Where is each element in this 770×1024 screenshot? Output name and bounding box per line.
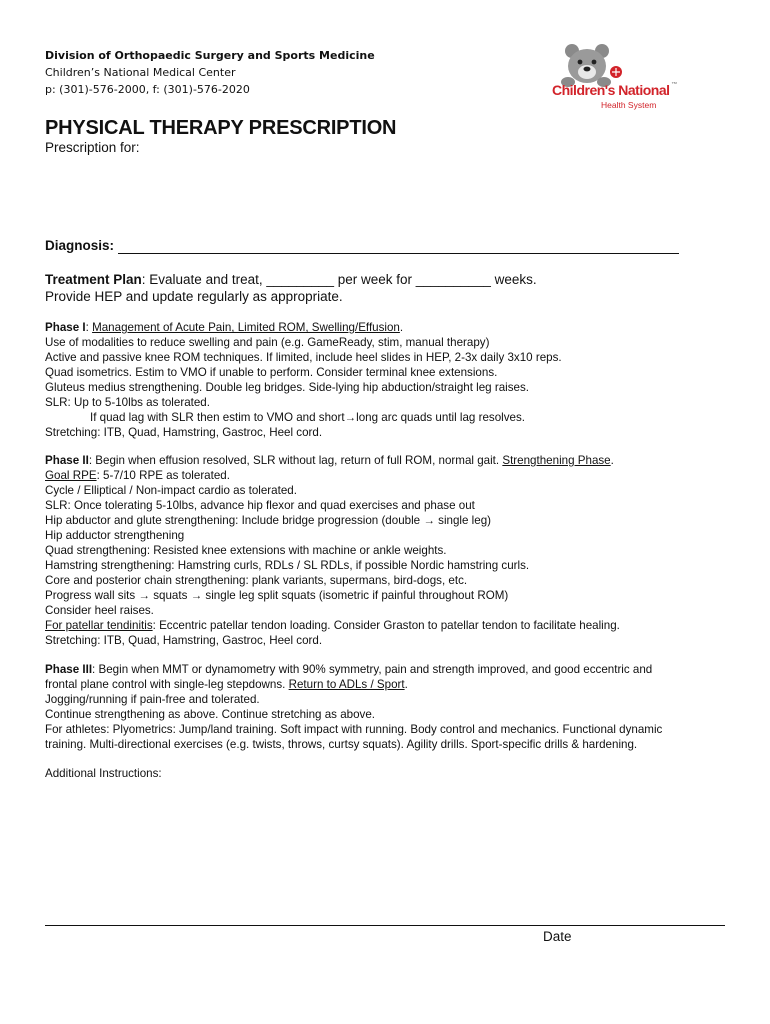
frequency-blank[interactable]: _________	[266, 272, 334, 287]
treatment-plan	[45, 271, 537, 305]
phase-2-line: Stretching: ITB, Quad, Hamstring, Gastroc, Heel cord.	[45, 634, 323, 647]
phase-3-line-2-end: .	[404, 678, 408, 691]
diagnosis-field-line[interactable]	[118, 253, 679, 254]
treatment-plan-label: Treatment Plan	[45, 272, 142, 287]
goal-rpe-text: : 5-7/10 RPE as tolerated.	[96, 469, 230, 482]
phase-2-line: SLR: Once tolerating 5-10lbs, advance hip flexor and quad exercises and phase out	[45, 499, 475, 512]
goal-rpe-label: Goal RPE	[45, 469, 97, 482]
phase-2-line: Quad strengthening: Resisted knee extensions with machine or ankle weights.	[45, 544, 447, 557]
additional-instructions-label: Additional Instructions:	[45, 767, 162, 780]
phase-2-intro: : Begin when effusion resolved, SLR without lag, return of full ROM, normal gait.	[88, 454, 503, 467]
prescription-for-label: Prescription for:	[45, 140, 140, 155]
phase-3-line: training. Multi-directional exercises (e.g. twists, throws, curtsy squats). Agility drills. Sport-specific drills & hardening.	[45, 738, 638, 751]
phase-1-heading: Management of Acute Pain, Limited ROM, Swelling/Effusion	[92, 321, 400, 334]
phase-1-line: Use of modalities to reduce swelling and pain (e.g. GameReady, stim, manual therapy)	[45, 336, 490, 349]
childrens-national-logo	[550, 42, 680, 114]
patellar-tendinitis-text: : Eccentric patellar tendon loading. Consider Graston to patellar tendon to facilitate healing.	[152, 619, 620, 632]
phase-3-line: For athletes: Plyometrics: Jump/land training. Soft impact with running. Body control and mechanics. Functional dynamic	[45, 723, 663, 736]
phase-3-label: Phase III	[45, 663, 93, 676]
logo-trademark: ™	[671, 82, 678, 88]
phase-3-line: Jogging/running if pain-free and tolerated.	[45, 693, 260, 706]
phase-1-label: Phase I	[45, 321, 86, 334]
phase-1-indented-line: If quad lag with SLR then estim to VMO and short→long arc quads until lag resolves.	[90, 411, 525, 424]
patellar-tendinitis-label: For patellar tendinitis	[45, 619, 153, 632]
phase-2-line: Progress wall sits → squats → single leg split squats (isometric if painful throughout ROM)	[45, 589, 509, 602]
phase-2-name: Strengthening Phase	[502, 454, 611, 467]
department-name: Division of Orthopaedic Surgery and Sports Medicine	[45, 49, 375, 62]
phase-1-line: Quad isometrics. Estim to VMO if unable to perform. Consider terminal knee extensions.	[45, 366, 498, 379]
phase-1-line: SLR: Up to 5-10lbs as tolerated.	[45, 396, 210, 409]
phase-2-line: Core and posterior chain strengthening: plank variants, supermans, bird-dogs, etc.	[45, 574, 468, 587]
phase-3-intro: : Begin when MMT or dynamometry with 90% symmetry, pain and strength improved, and good eccentric and	[92, 663, 653, 676]
phase-2-line: Hip abductor and glute strengthening: Include bridge progression (double → single leg)	[45, 514, 491, 527]
phase-1-line: Active and passive knee ROM techniques. If limited, include heel slides in HEP, 2-3x daily 3x10 reps.	[45, 351, 562, 364]
phase-2-line: Hip adductor strengthening	[45, 529, 185, 542]
diagnosis-label: Diagnosis:	[45, 238, 115, 253]
treatment-text-b: per week for	[333, 272, 416, 287]
return-to-sport: Return to ADLs / Sport	[288, 678, 405, 691]
phase-1-line: Stretching: ITB, Quad, Hamstring, Gastroc, Heel cord.	[45, 426, 323, 439]
phase-1-section	[45, 320, 562, 440]
duration-blank[interactable]: __________	[415, 272, 491, 287]
phase-2-line: Hamstring strengthening: Hamstring curls, RDLs / SL RDLs, if possible Nordic hamstring curls.	[45, 559, 530, 572]
phase-2-line: Cycle / Elliptical / Non-impact cardio as tolerated.	[45, 484, 297, 497]
phase-2-label: Phase II	[45, 454, 89, 467]
organization-name: Children’s National Medical Center	[45, 66, 236, 79]
logo-tagline: Health System	[601, 100, 657, 110]
phase-3-line-2: frontal plane control with single-leg stepdowns.	[45, 678, 289, 691]
logo-wordmark: Children's National	[552, 82, 670, 98]
phase-2-end: .	[610, 454, 614, 467]
phase-2-section	[45, 453, 620, 648]
date-label: Date	[543, 929, 572, 944]
phase-1-end: .	[399, 321, 404, 334]
contact-numbers: p: (301)-576-2000, f: (301)-576-2020	[45, 83, 250, 96]
phase-3-line: Continue strengthening as above. Continue stretching as above.	[45, 708, 375, 721]
treatment-text-c: weeks.	[490, 272, 537, 287]
phase-1-sep: :	[85, 321, 93, 334]
letterhead	[45, 47, 375, 98]
page-title: PHYSICAL THERAPY PRESCRIPTION	[45, 117, 397, 139]
treatment-line-2: Provide HEP and update regularly as appropriate.	[45, 289, 343, 304]
signature-line[interactable]	[45, 925, 725, 926]
phase-1-line: Gluteus medius strengthening. Double leg bridges. Side-lying hip abduction/straight leg raises.	[45, 381, 529, 394]
phase-2-line: Consider heel raises.	[45, 604, 154, 617]
treatment-text-a: : Evaluate and treat,	[141, 272, 267, 287]
phase-3-section	[45, 662, 662, 752]
